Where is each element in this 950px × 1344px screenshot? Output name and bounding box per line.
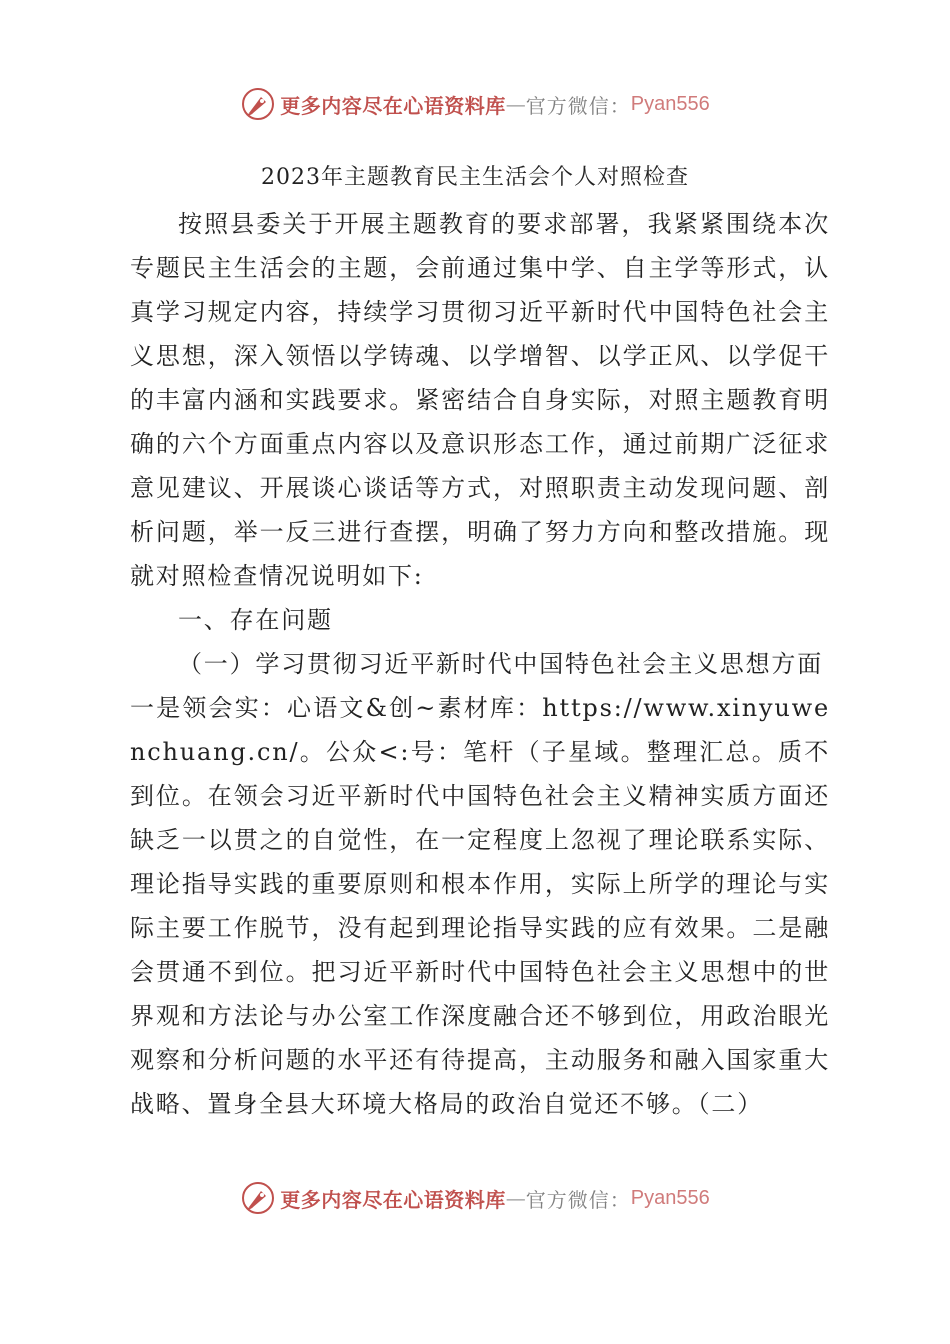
- section-heading: 一、存在问题: [178, 606, 333, 634]
- body-paragraph: [130, 686, 830, 1126]
- pen-nib-logo-icon: [240, 86, 276, 122]
- intro-paragraph: 按照县委关于开展主题教育的要求部署，我紧紧围绕本次专题民主生活会的主题，会前通过集中学、自主学等形式，认真学习规定内容，持续学习贯彻习近平新时代中国特色社会主义思想，深入领悟以学铸魂、以学增智、以学正风、以学促干的丰富内涵和实践要求。紧密结合自身实际，对照主题教育明确的六个方面重点内容以及意识形态工作，通过前期广泛征求意见建议、开展谈心谈话等方式，对照职责主动发现问题、剖析问题，举一反三进行查摆，明确了努力方向和整改措施。现就对照检查情况说明如下:: [130, 210, 830, 590]
- banner-wechat-id: Pyan556: [630, 1186, 710, 1209]
- subsection-heading: （一）学习贯彻习近平新时代中国特色社会主义思想方面: [178, 650, 823, 678]
- paragraph-rest: 质不到位。在领会习近平新时代中国特色社会主义精神实质方面还缺乏一以贯之的自觉性，在一定程度上忽视了理论联系实际、理论指导实践的重要原则和根本作用，实际上所学的理论与实际主要工作脱节，没有起到理论指导实践的应有效果。二是融会贯通不到位。把习近平新时代中国特色社会主义思想中的世界观和方法论与办公室工作深度融合还不够到位，用政治眼光观察和分析问题的水平还有待提高，主动服务和融入国家重大战略、置身全县大环境大格局的政治自觉还不够。（二）: [130, 738, 831, 1118]
- banner-main-text: 更多内容尽在心语资料库: [280, 1187, 506, 1212]
- pen-nib-logo-icon: [240, 1180, 276, 1216]
- paragraph-start: 一是领会实: [130, 694, 261, 722]
- banner-separator: —: [505, 1186, 526, 1210]
- banner-wechat-label: 官方微信：: [525, 93, 631, 118]
- header-banner: [0, 84, 950, 124]
- document-body: [130, 202, 830, 1126]
- watermark-noise-text: ：心语文&创~素材库：https://www.xinyuwenchuang.cn/。公众<:号：笔杆（子星域。整理汇总。: [130, 694, 830, 766]
- banner-main-text: 更多内容尽在心语资料库: [280, 93, 506, 118]
- banner-wechat-id: Pyan556: [630, 92, 710, 115]
- banner-separator: —: [505, 92, 526, 116]
- banner-wechat-label: 官方微信：: [525, 1187, 631, 1212]
- document-title: 2023年主题教育民主生活会个人对照检查: [261, 165, 689, 190]
- footer-banner: [0, 1178, 950, 1218]
